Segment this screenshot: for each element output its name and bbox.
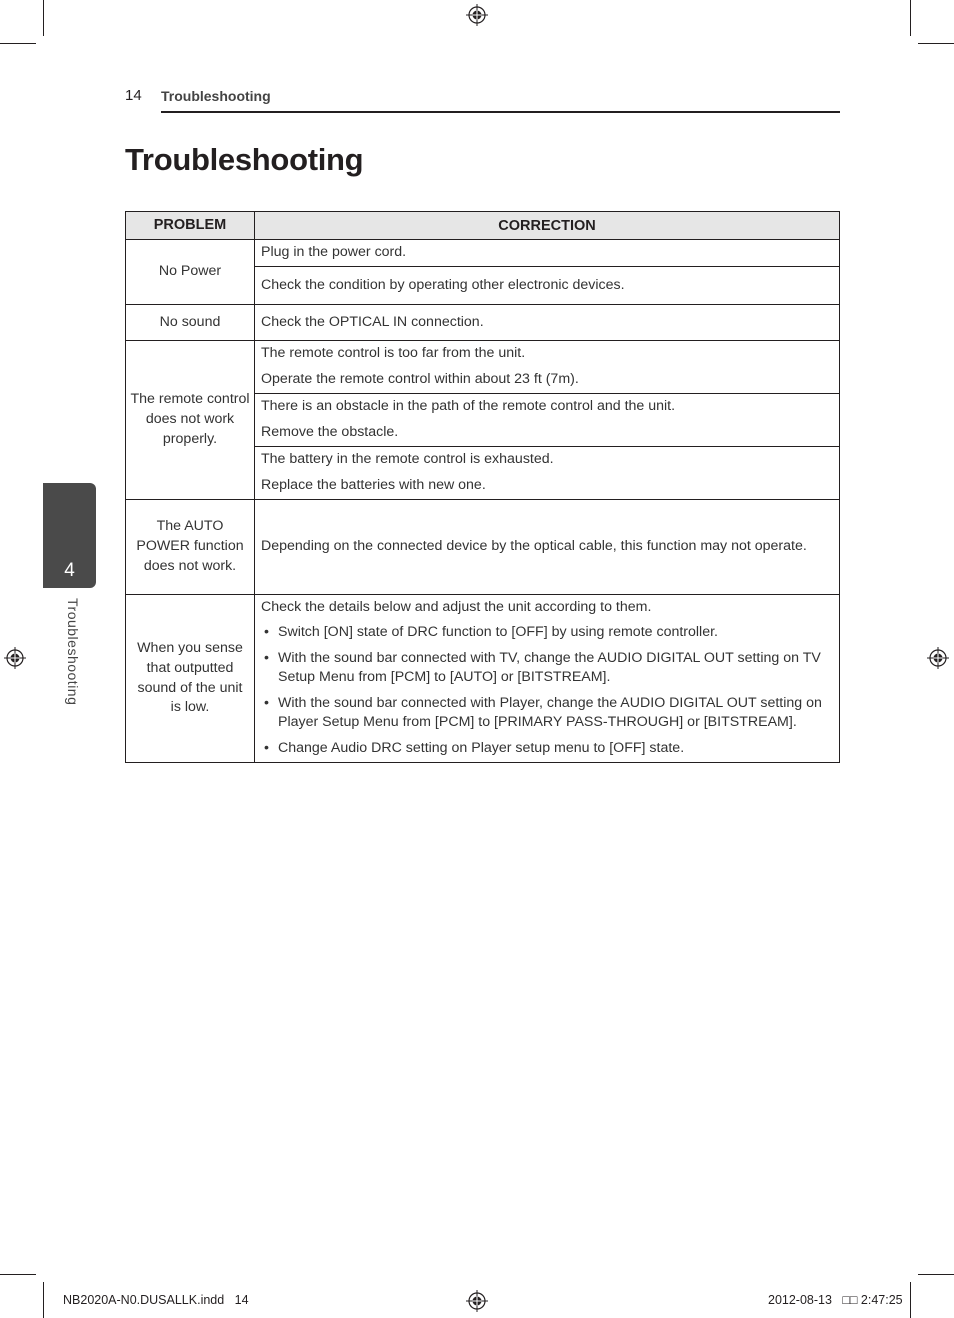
- correction-text: Depending on the connected device by the optical cable, this function may not operate.: [261, 538, 807, 554]
- list-item: • With the sound bar connected with TV, change the AUDIO DIGITAL OUT setting on TV Setup Menu from [PCM] to [AUTO] or [BITSTREAM].: [261, 649, 833, 688]
- table-header-row: [126, 212, 840, 240]
- list-item: • Change Audio DRC setting on Player setup menu to [OFF] state.: [261, 739, 833, 759]
- correction-cell: [255, 500, 840, 595]
- problem-cell: The AUTO POWER function does not work.: [126, 500, 255, 595]
- table-row: [126, 341, 840, 394]
- table-row: [126, 595, 840, 763]
- footer-filename: NB2020A-N0.DUSALLK.indd 14: [63, 1293, 249, 1307]
- correction-cell: [255, 341, 840, 394]
- correction-text: There is an obstacle in the path of the remote control and the unit.: [261, 398, 676, 414]
- registration-mark-icon: [4, 647, 26, 669]
- correction-cell: [255, 595, 840, 763]
- correction-text: Operate the remote control within about 23 ft (7m).: [261, 371, 579, 387]
- correction-text: Check the details below and adjust the unit according to them.: [261, 599, 652, 615]
- correction-cell: [255, 447, 840, 500]
- crop-mark: [910, 0, 911, 36]
- page-number: 14: [125, 87, 142, 104]
- correction-text: Plug in the power cord.: [261, 244, 407, 260]
- bullet-list: [261, 623, 833, 758]
- table-row: [126, 305, 840, 341]
- crop-mark: [43, 0, 44, 36]
- crop-mark: [918, 1274, 954, 1275]
- header-correction: CORRECTION: [255, 212, 840, 240]
- problem-cell: When you sense that outputted sound of the unit is low.: [126, 595, 255, 763]
- crop-mark: [0, 1274, 36, 1275]
- registration-mark-icon: [466, 4, 488, 26]
- header-rule: [161, 111, 840, 113]
- correction-text: Check the OPTICAL IN connection.: [261, 313, 484, 330]
- crop-mark: [918, 43, 954, 44]
- correction-text: The battery in the remote control is exhausted.: [261, 451, 554, 467]
- list-item: • With the sound bar connected with Player, change the AUDIO DIGITAL OUT setting on Player Setup Menu from [PCM] to [PRIMARY PASS-THROUGH] or [BITSTREAM].: [261, 694, 833, 733]
- correction-text: The remote control is too far from the unit.: [261, 345, 526, 361]
- crop-mark: [910, 1282, 911, 1318]
- table-row: [126, 500, 840, 595]
- crop-mark: [43, 1282, 44, 1318]
- troubleshooting-table: [125, 211, 840, 763]
- chapter-tab-text: Troubleshooting: [65, 598, 81, 706]
- problem-cell: No Power: [126, 240, 255, 305]
- page-title: Troubleshooting: [125, 142, 364, 177]
- footer-timestamp: 2012-08-13 □□ 2:47:25: [768, 1293, 903, 1307]
- correction-text: Replace the batteries with new one.: [261, 477, 486, 493]
- correction-cell: [255, 305, 840, 341]
- problem-cell: No sound: [126, 305, 255, 341]
- correction-cell: [255, 267, 840, 305]
- list-item: • Switch [ON] state of DRC function to [OFF] by using remote controller.: [261, 623, 833, 643]
- problem-cell: The remote control does not work properly.: [126, 341, 255, 500]
- header-problem: PROBLEM: [126, 212, 255, 240]
- chapter-tab-label: [65, 598, 85, 718]
- chapter-number: 4: [64, 560, 75, 581]
- crop-mark: [0, 43, 36, 44]
- correction-cell: [255, 394, 840, 447]
- correction-cell: [255, 240, 840, 267]
- running-head: Troubleshooting: [161, 88, 271, 104]
- registration-mark-icon: [927, 647, 949, 669]
- registration-mark-icon: [466, 1290, 488, 1312]
- correction-text: Check the condition by operating other electronic devices.: [261, 276, 625, 293]
- correction-text: Remove the obstacle.: [261, 424, 399, 440]
- table-row: [126, 240, 840, 267]
